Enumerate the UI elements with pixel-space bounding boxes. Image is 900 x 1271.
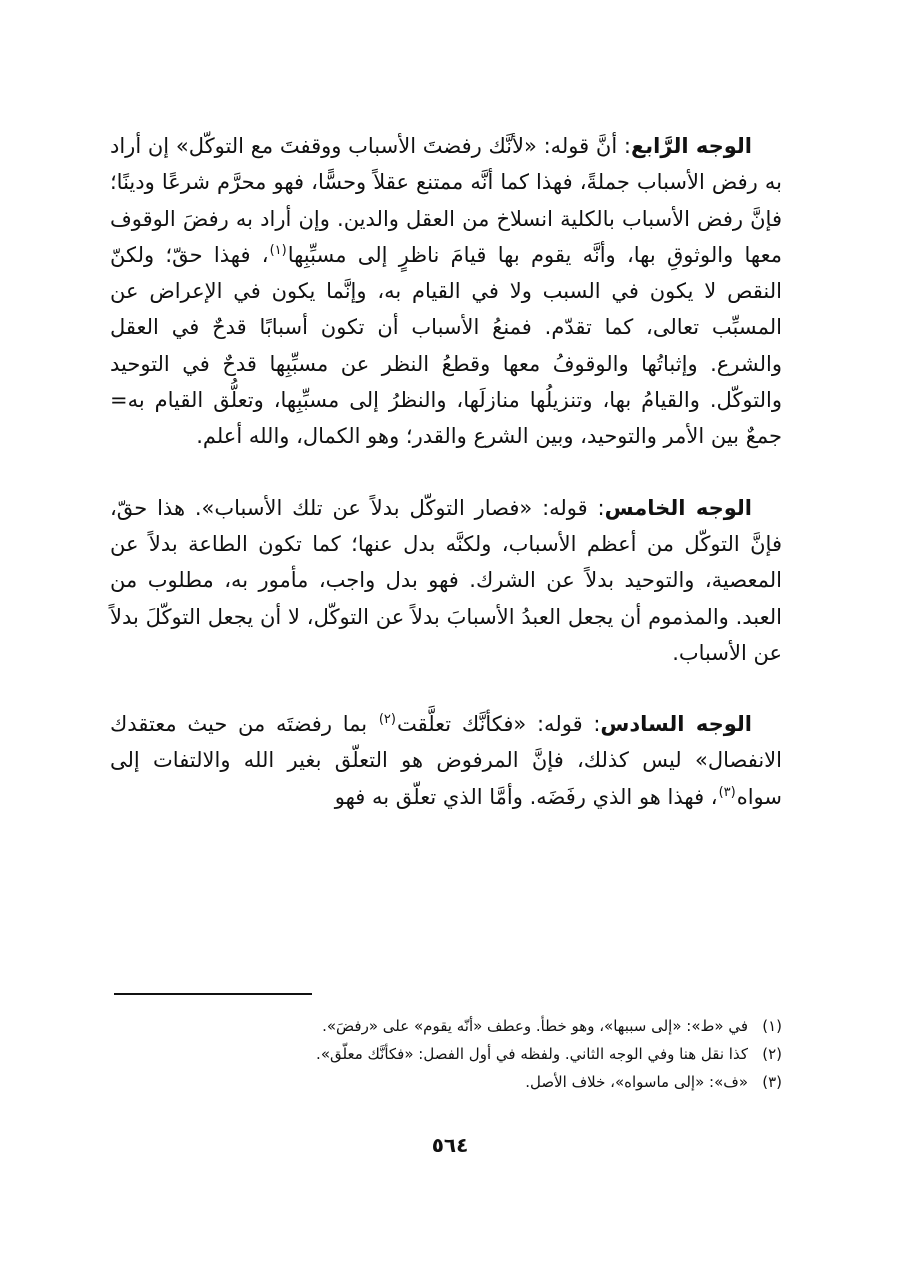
page-number: ٥٦٤ bbox=[431, 1133, 469, 1157]
footnote-ref[interactable]: (٣) bbox=[718, 784, 736, 800]
section-heading: الوجه الخامس bbox=[604, 495, 752, 520]
footnote-number: (١) bbox=[762, 1017, 782, 1035]
footnote-separator bbox=[114, 993, 312, 995]
section-sixth-aspect bbox=[110, 706, 782, 815]
section-text: : قوله: «فصار التوكّل بدلاً عن تلك الأسباب». هذا حقّ، فإنَّ التوكّل من أعظم الأسباب، ولكنَّه بدل عنها؛ كما تكون الطاعة بدلاً عن المعصية، والتوحيد بدلاً عن الشرك. فهو بدل واجب، مأمور به، مطلوب من العبد. والمذموم أن يجعل العبدُ الأسبابَ بدلاً عن التوكّل، لا أن يجعل التوكّلَ بدلاً عن الأسباب. bbox=[110, 495, 782, 665]
footnote-number: (٢) bbox=[762, 1045, 782, 1063]
footnote-item bbox=[110, 1068, 782, 1096]
footnote-number: (٣) bbox=[762, 1073, 782, 1091]
footnote-text: في «ط»: «إلى سببها»، وهو خطأ. وعطف «أنّه يقوم» على «رفضَ». bbox=[322, 1017, 748, 1035]
footnotes bbox=[110, 1012, 782, 1096]
footnote-ref[interactable]: (٢) bbox=[378, 712, 396, 728]
footnote-ref[interactable]: (١) bbox=[269, 242, 287, 258]
footnote-item bbox=[110, 1040, 782, 1068]
section-text: ، فهذا هو الذي رفَضَه. وأمَّا الذي تعلّق به فهو bbox=[334, 784, 718, 809]
section-text: ، فهذا حقّ؛ ولكنّ النقص لا يكون في السبب ولا في القيام به، وإنَّما يكون في الإعراض عن المسبِّب تعالى، كما تقدّم. فمنعُ الأسباب أن تكون أسبابًا قدحٌ في العقل والشرع. وإثباتُها والوقوفُ معها وقطعُ النظر عن مسبِّبِها قدحٌ في التوحيد والتوكّل. والقيامُ بها، وتنزيلُها منازلَها، والنظرُ إلى مسبِّبِها، وتعلُّق القيام به= جمعٌ بين الأمر والتوحيد، وبين الشرع والقدر؛ وهو الكمال، والله أعلم. bbox=[110, 242, 782, 449]
footnote-item bbox=[110, 1012, 782, 1040]
section-heading: الوجه الرَّابع bbox=[630, 134, 752, 158]
section-fourth-aspect bbox=[110, 128, 782, 455]
footnote-text: كذا نقل هنا وفي الوجه الثاني. ولفظه في أول الفصل: «فكأنَّك معلّق». bbox=[316, 1045, 748, 1063]
section-text: : أنَّ قوله: «لأنَّك رفضتَ الأسباب ووقفتَ مع التوكّل» إن أراد به رفض الأسباب جملةً، فهذا كما أنَّه ممتنع عقلاً وحسًّا، فهو محرَّم شرعًا ودينًا؛ فإنَّ رفض الأسباب بالكلية انسلاخ من العقل والدين. وإن أراد به رفضَ الوقوف معها والوثوقِ بها، وأنَّه يقوم بها قيامَ ناظرٍ إلى مسبِّبِها bbox=[110, 134, 782, 267]
main-text bbox=[110, 128, 782, 815]
section-heading: الوجه السادس bbox=[600, 712, 752, 737]
section-text: بما رفضتَه من حيث معتقدك الانفصال» ليس كذلك، فإنَّ المرفوض هو التعلّق بغير الله والالتفات إلى سواه bbox=[110, 712, 782, 809]
section-text: : قوله: «فكأنَّك تعلَّقت bbox=[396, 712, 601, 737]
footnote-text: «ف»: «إلى ماسواه»، خلاف الأصل. bbox=[525, 1073, 748, 1091]
section-fifth-aspect bbox=[110, 490, 782, 671]
